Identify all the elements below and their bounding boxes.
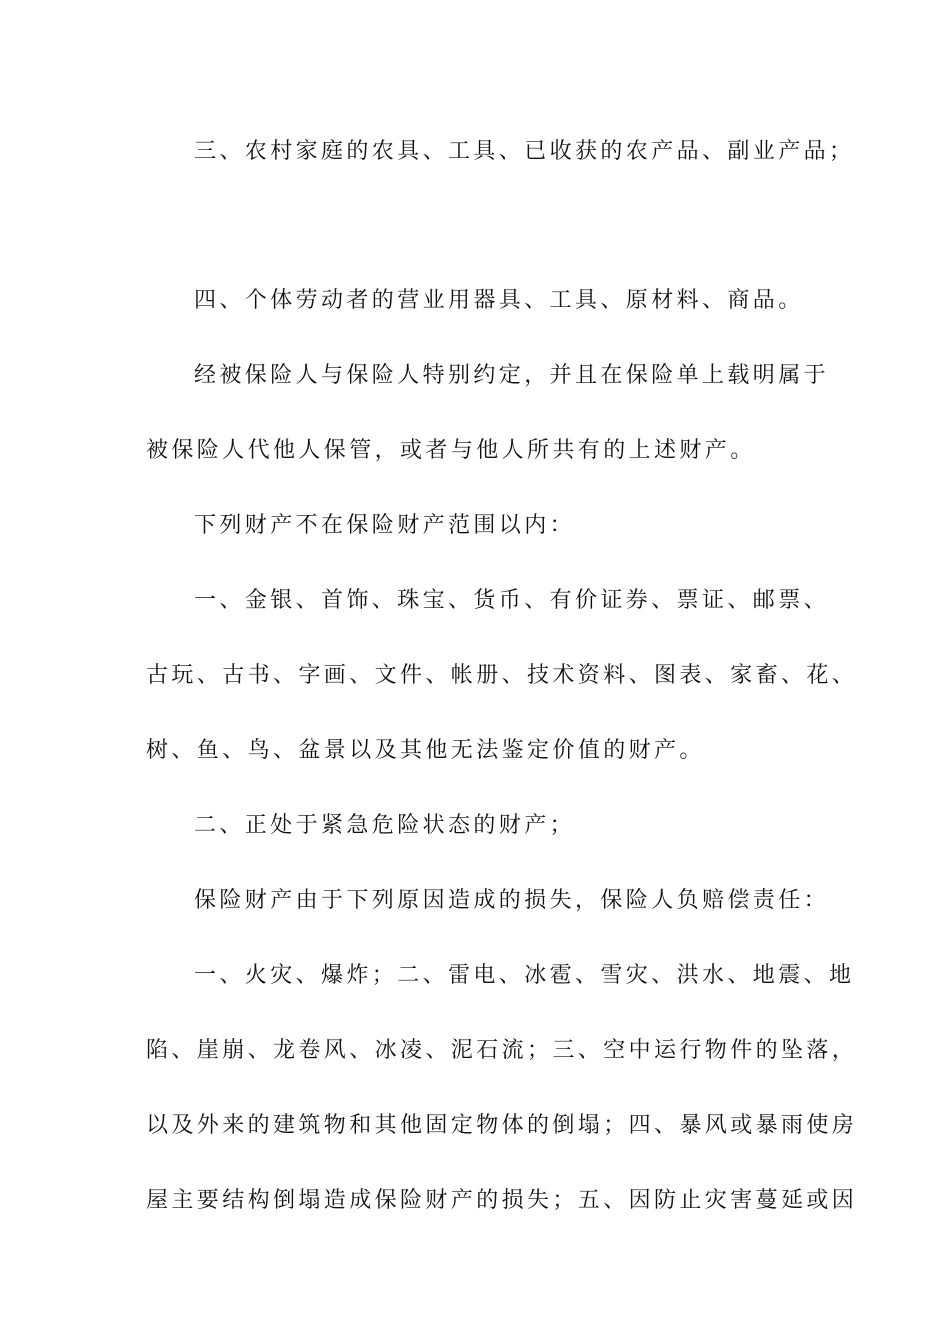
- paragraph-line: 保险财产由于下列原因造成的损失，保险人负赔偿责任：: [194, 888, 830, 913]
- paragraph-line: 经被保险人与保险人特别约定，并且在保险单上载明属于: [194, 363, 830, 388]
- paragraph-line: 被保险人代他人保管，或者与他人所共有的上述财产。: [146, 438, 756, 463]
- paragraph-line: 一、火灾、爆炸；二、雷电、冰雹、雪灾、洪水、地震、地: [194, 963, 855, 988]
- paragraph-line: 二、正处于紧急危险状态的财产；: [194, 813, 576, 838]
- paragraph-line: 一、金银、首饰、珠宝、货币、有价证券、票证、邮票、: [194, 588, 830, 613]
- paragraph-line: 树、鱼、鸟、盆景以及其他无法鉴定价值的财产。: [146, 738, 705, 763]
- paragraph-line: 下列财产不在保险财产范围以内：: [194, 513, 576, 538]
- paragraph-line: 陷、崖崩、龙卷风、冰凌、泥石流；三、空中运行物件的坠落，: [146, 1038, 858, 1063]
- paragraph-line: 三、农村家庭的农具、工具、已收获的农产品、副业产品；: [194, 139, 855, 164]
- paragraph-line: 古玩、古书、字画、文件、帐册、技术资料、图表、家畜、花、: [146, 663, 858, 688]
- paragraph-line: 以及外来的建筑物和其他固定物体的倒塌；四、暴风或暴雨使房: [146, 1113, 858, 1138]
- paragraph-line: 屋主要结构倒塌造成保险财产的损失；五、因防止灾害蔓延或因: [146, 1188, 858, 1213]
- paragraph-line: 四、个体劳动者的营业用器具、工具、原材料、商品。: [194, 288, 804, 313]
